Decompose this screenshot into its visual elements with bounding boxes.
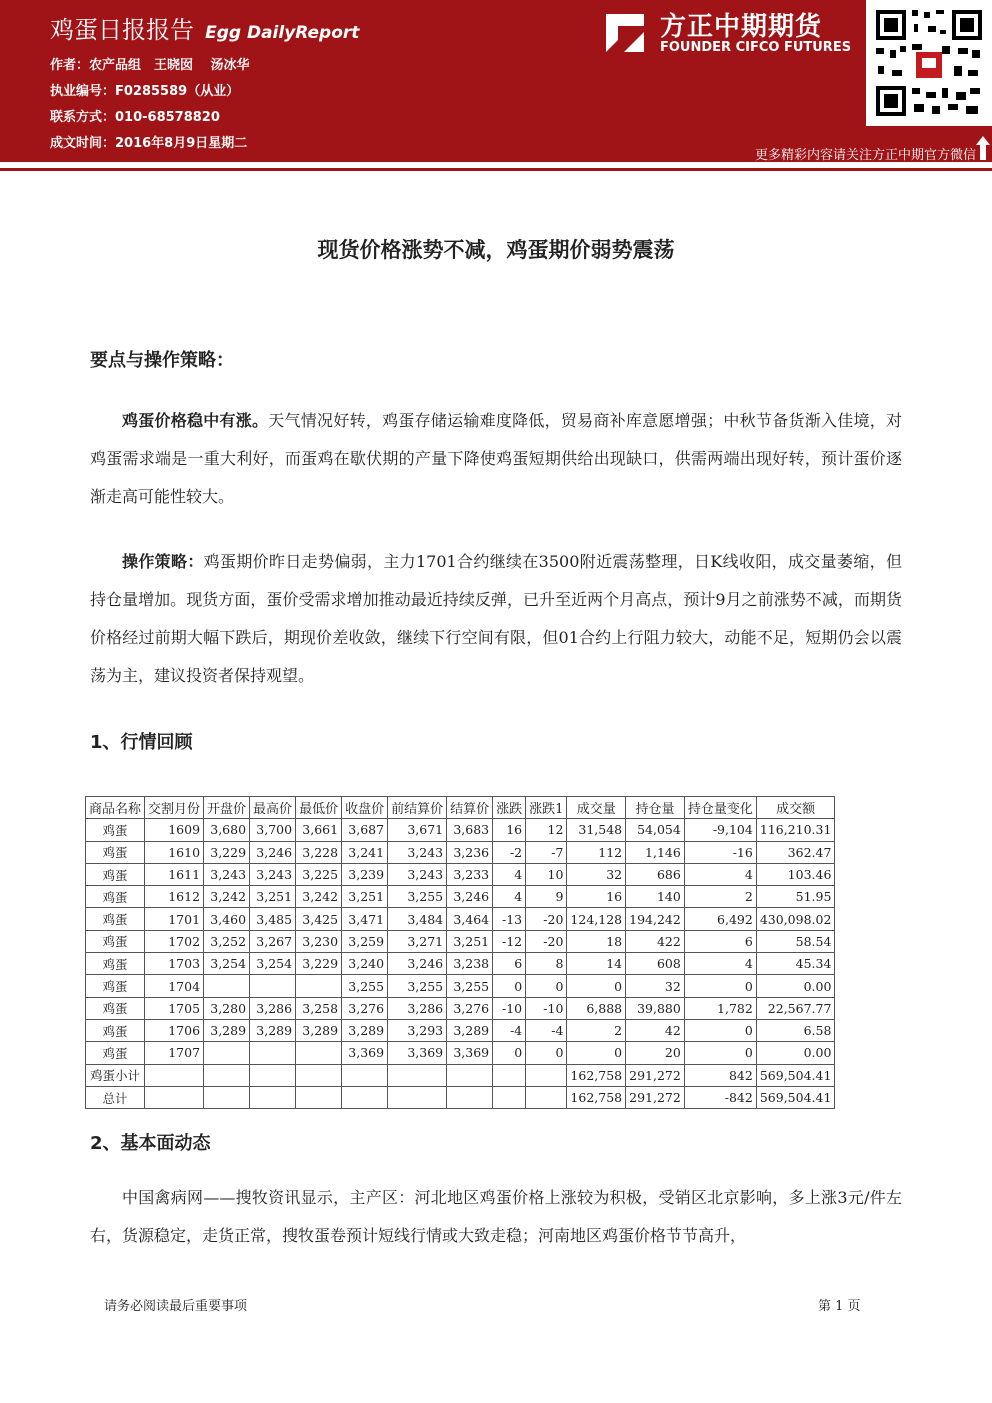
table-cell: -16 (684, 841, 756, 863)
table-cell: 3,246 (250, 841, 296, 863)
column-header: 涨跌1 (526, 797, 567, 819)
column-header: 最低价 (296, 797, 342, 819)
table-cell: 140 (626, 886, 685, 908)
table-cell: 3,369 (388, 1042, 447, 1064)
table-cell: 3,671 (388, 819, 447, 841)
table-cell: 3,243 (388, 841, 447, 863)
table-row (86, 819, 835, 841)
table-row (86, 997, 835, 1019)
table-cell: 54,054 (626, 819, 685, 841)
report-header (0, 0, 992, 162)
table-cell: 112 (567, 841, 626, 863)
table-cell: 0 (567, 1042, 626, 1064)
table-cell: 3,700 (250, 819, 296, 841)
table-cell: -12 (493, 930, 526, 952)
table-cell: 18 (567, 930, 626, 952)
table-cell (296, 1042, 342, 1064)
column-header: 持仓量 (626, 797, 685, 819)
table-cell: 9 (526, 886, 567, 908)
contact-line: 联系方式：010-68578820 (50, 110, 220, 125)
table-row (86, 841, 835, 863)
author-line: 作者：农产品组 王晓囡 汤冰华 (50, 58, 250, 73)
table-row (86, 908, 835, 930)
table-cell: 162,758 (567, 1064, 626, 1086)
table-cell: 51.95 (756, 886, 835, 908)
table-cell: 3,246 (388, 953, 447, 975)
column-header: 商品名称 (86, 797, 145, 819)
table-cell: 0.00 (756, 975, 835, 997)
table-cell: 1,146 (626, 841, 685, 863)
table-cell: 3,243 (204, 863, 250, 885)
market-quotes-table (85, 796, 835, 1109)
table-cell: 3,243 (250, 863, 296, 885)
table-cell: 16 (493, 819, 526, 841)
table-cell: 3,271 (388, 930, 447, 952)
table-cell: 3,254 (250, 953, 296, 975)
table-cell: 3,243 (388, 863, 447, 885)
document-title: 现货价格涨势不减，鸡蛋期价弱势震荡 (317, 238, 675, 262)
table-cell (250, 1064, 296, 1086)
table-cell: 4 (684, 953, 756, 975)
table-cell: -10 (526, 997, 567, 1019)
table-cell: 194,242 (626, 908, 685, 930)
column-header: 最高价 (250, 797, 296, 819)
table-cell: 3,254 (204, 953, 250, 975)
table-cell: 1,782 (684, 997, 756, 1019)
table-cell: 1706 (145, 1019, 204, 1041)
table-cell: 3,289 (204, 1019, 250, 1041)
paragraph-fundamentals: 中国禽病网——搜牧资讯显示，主产区：河北地区鸡蛋价格上涨较为积极，受销区北京影响，多上涨3元/件左右，货源稳定，走货正常，搜牧蛋卷预计短线行情或大致走稳；河南地区鸡蛋价格节节高升， (90, 1188, 902, 1245)
table-cell (493, 1086, 526, 1108)
table-cell: 45.34 (756, 953, 835, 975)
header-divider (0, 168, 992, 171)
table-cell: 6 (684, 930, 756, 952)
table-cell: 430,098.02 (756, 908, 835, 930)
column-header: 开盘价 (204, 797, 250, 819)
table-cell (388, 1064, 447, 1086)
table-cell: 4 (493, 886, 526, 908)
table-cell: 1701 (145, 908, 204, 930)
table-cell: 3,425 (296, 908, 342, 930)
table-cell: -20 (526, 908, 567, 930)
table-cell: 2 (567, 1019, 626, 1041)
table-cell: 1707 (145, 1042, 204, 1064)
report-title-cn: 鸡蛋日报报告 (50, 16, 194, 44)
table-cell: 116,210.31 (756, 819, 835, 841)
table-cell: 0 (684, 1019, 756, 1041)
table-cell (250, 1086, 296, 1108)
table-cell: 3,369 (342, 1042, 388, 1064)
table-cell: 32 (626, 975, 685, 997)
column-header: 持仓量变化 (684, 797, 756, 819)
table-cell: 1610 (145, 841, 204, 863)
table-cell: 0 (493, 975, 526, 997)
table-cell (204, 1042, 250, 1064)
table-cell: 291,272 (626, 1086, 685, 1108)
report-title-en: Egg DailyReport (205, 23, 360, 43)
table-cell: 291,272 (626, 1064, 685, 1086)
section-fundamentals-heading: 2、基本面动态 (90, 1133, 211, 1154)
table-cell (296, 1064, 342, 1086)
table-cell (342, 1086, 388, 1108)
table-cell: 3,276 (447, 997, 493, 1019)
table-cell: 3,258 (296, 997, 342, 1019)
table-cell (296, 1086, 342, 1108)
report-title (50, 10, 359, 45)
table-cell: 鸡蛋 (86, 997, 145, 1019)
table-cell: 3,252 (204, 930, 250, 952)
table-cell: 12 (526, 819, 567, 841)
table-cell: 4 (493, 863, 526, 885)
column-header: 结算价 (447, 797, 493, 819)
table-cell: 3,471 (342, 908, 388, 930)
table-cell: 4 (684, 863, 756, 885)
table-cell: -10 (493, 997, 526, 1019)
table-cell: 鸡蛋 (86, 819, 145, 841)
table-cell: 3,251 (447, 930, 493, 952)
table-cell: 3,289 (250, 1019, 296, 1041)
section-market-review-heading: 1、行情回顾 (90, 732, 193, 753)
table-cell: 42 (626, 1019, 685, 1041)
table-cell: 3,680 (204, 819, 250, 841)
table-cell: 0 (684, 1042, 756, 1064)
table-cell: 569,504.41 (756, 1064, 835, 1086)
table-cell: 362.47 (756, 841, 835, 863)
table-cell: 3,241 (342, 841, 388, 863)
qr-code-icon (866, 0, 992, 126)
table-cell: 1612 (145, 886, 204, 908)
table-row (86, 886, 835, 908)
table-cell: 3,280 (204, 997, 250, 1019)
table-cell: 3,246 (447, 886, 493, 908)
table-cell: 3,255 (447, 975, 493, 997)
table-cell: 鸡蛋 (86, 886, 145, 908)
table-cell: 10 (526, 863, 567, 885)
table-cell: 3,228 (296, 841, 342, 863)
table-cell: 3,229 (204, 841, 250, 863)
table-cell: 686 (626, 863, 685, 885)
table-cell: 3,293 (388, 1019, 447, 1041)
table-cell: 0 (526, 1042, 567, 1064)
table-cell: 鸡蛋 (86, 975, 145, 997)
table-cell: 608 (626, 953, 685, 975)
table-cell: 0 (567, 975, 626, 997)
table-cell: -13 (493, 908, 526, 930)
table-cell: 0.00 (756, 1042, 835, 1064)
table-cell: 鸡蛋 (86, 863, 145, 885)
table-cell: 鸡蛋 (86, 930, 145, 952)
column-header: 涨跌 (493, 797, 526, 819)
table-cell: 58.54 (756, 930, 835, 952)
table-cell: 1611 (145, 863, 204, 885)
table-cell: 32 (567, 863, 626, 885)
column-header: 收盘价 (342, 797, 388, 819)
table-cell: 3,464 (447, 908, 493, 930)
table-cell: 0 (684, 975, 756, 997)
page-number: 第 1 页 (818, 1299, 861, 1314)
table-cell: -7 (526, 841, 567, 863)
table-cell: 3,242 (204, 886, 250, 908)
table-row (86, 953, 835, 975)
table-cell: 31,548 (567, 819, 626, 841)
table-cell (145, 1064, 204, 1086)
table-cell: 1703 (145, 953, 204, 975)
table-cell: 3,242 (296, 886, 342, 908)
table-cell (204, 1064, 250, 1086)
table-cell: 842 (684, 1064, 756, 1086)
table-row (86, 1086, 835, 1108)
table-cell: 3,369 (447, 1042, 493, 1064)
table-cell (526, 1086, 567, 1108)
table-cell: 3,485 (250, 908, 296, 930)
table-cell: 20 (626, 1042, 685, 1064)
paragraph-price-outlook (90, 402, 902, 516)
paragraph-strategy (90, 543, 902, 695)
follow-wechat-text: 更多精彩内容请关注方正中期官方微信 (754, 148, 976, 163)
table-cell (296, 975, 342, 997)
founder-logo-icon (604, 12, 646, 54)
table-cell: -2 (493, 841, 526, 863)
table-cell: 3,255 (388, 886, 447, 908)
arrow-up-icon (976, 136, 990, 160)
table-cell: 3,233 (447, 863, 493, 885)
table-row (86, 863, 835, 885)
table-cell: 3,240 (342, 953, 388, 975)
table-cell: 3,484 (388, 908, 447, 930)
table-cell: 162,758 (567, 1086, 626, 1108)
table-cell (250, 1042, 296, 1064)
table-cell: 22,567.77 (756, 997, 835, 1019)
table-cell: 3,238 (447, 953, 493, 975)
table-cell: 8 (526, 953, 567, 975)
table-cell (204, 975, 250, 997)
paragraph-price-outlook-body: 天气情况好转，鸡蛋存储运输难度降低，贸易商补库意愿增强；中秋节备货渐入佳境，对鸡蛋需求端是一重大利好，而蛋鸡在歇伏期的产量下降使鸡蛋短期供给出现缺口，供需两端出现好转，预计蛋价逐渐走高可能性较大。 (90, 411, 902, 506)
table-cell: 3,255 (342, 975, 388, 997)
table-cell: 3,239 (342, 863, 388, 885)
table-cell: 6,888 (567, 997, 626, 1019)
table-cell: 3,251 (250, 886, 296, 908)
table-cell: 鸡蛋 (86, 908, 145, 930)
table-cell (447, 1086, 493, 1108)
table-cell: 16 (567, 886, 626, 908)
table-cell: 3,259 (342, 930, 388, 952)
table-row (86, 1019, 835, 1041)
table-cell: 3,286 (388, 997, 447, 1019)
table-cell: 3,225 (296, 863, 342, 885)
date-line: 成文时间：2016年8月9日星期二 (50, 136, 248, 151)
table-cell: 2 (684, 886, 756, 908)
table-row (86, 930, 835, 952)
table-cell: -9,104 (684, 819, 756, 841)
table-cell: 1609 (145, 819, 204, 841)
table-cell (493, 1064, 526, 1086)
table-cell: 103.46 (756, 863, 835, 885)
table-cell: 6,492 (684, 908, 756, 930)
paragraph-strategy-lead: 操作策略： (122, 552, 204, 571)
table-cell: 3,255 (388, 975, 447, 997)
table-cell (204, 1086, 250, 1108)
table-cell: 3,286 (250, 997, 296, 1019)
table-cell: 3,236 (447, 841, 493, 863)
table-cell: 1704 (145, 975, 204, 997)
table-cell: 鸡蛋 (86, 1019, 145, 1041)
table-row (86, 1042, 835, 1064)
table-cell: 鸡蛋 (86, 953, 145, 975)
table-cell: 3,229 (296, 953, 342, 975)
section-keypoints-heading: 要点与操作策略： (90, 350, 234, 371)
table-cell: 569,504.41 (756, 1086, 835, 1108)
table-cell (250, 975, 296, 997)
table-cell: 3,661 (296, 819, 342, 841)
table-row (86, 1064, 835, 1086)
table-cell: 鸡蛋 (86, 1042, 145, 1064)
table-cell: 3,687 (342, 819, 388, 841)
column-header: 前结算价 (388, 797, 447, 819)
table-row (86, 975, 835, 997)
table-cell: 总计 (86, 1086, 145, 1108)
table-cell: 3,289 (447, 1019, 493, 1041)
table-cell: 6 (493, 953, 526, 975)
company-logo-en: FOUNDER CIFCO FUTURES (660, 40, 852, 55)
table-cell: 1705 (145, 997, 204, 1019)
table-cell: 3,251 (342, 886, 388, 908)
table-cell: 39,880 (626, 997, 685, 1019)
table-cell: 3,289 (296, 1019, 342, 1041)
table-cell (447, 1064, 493, 1086)
footer-notice: 请务必阅读最后重要事项 (104, 1299, 248, 1314)
license-line: 执业编号：F0285589（从业） (50, 84, 240, 99)
table-cell: 3,230 (296, 930, 342, 952)
table-header-row (86, 797, 835, 819)
table-cell: 鸡蛋 (86, 841, 145, 863)
paragraph-price-outlook-lead: 鸡蛋价格稳中有涨。 (122, 411, 269, 430)
table-cell: 3,683 (447, 819, 493, 841)
table-cell: 3,276 (342, 997, 388, 1019)
table-cell: -4 (493, 1019, 526, 1041)
company-logo-cn: 方正中期期货 (660, 12, 823, 42)
table-cell (388, 1086, 447, 1108)
table-cell: 422 (626, 930, 685, 952)
column-header: 成交量 (567, 797, 626, 819)
column-header: 成交额 (756, 797, 835, 819)
table-cell: -20 (526, 930, 567, 952)
table-cell: 14 (567, 953, 626, 975)
column-header: 交割月份 (145, 797, 204, 819)
table-cell: 0 (526, 975, 567, 997)
table-cell: 124,128 (567, 908, 626, 930)
table-cell (526, 1064, 567, 1086)
paragraph-strategy-body: 鸡蛋期价昨日走势偏弱，主力1701合约继续在3500附近震荡整理，日K线收阳，成交量萎缩，但持仓量增加。现货方面，蛋价受需求增加推动最近持续反弹，已升至近两个月高点，预计9月之前涨势不减，而期货价格经过前期大幅下跌后，期现价差收敛，继续下行空间有限，但01合约上行阻力较大，动能不足，短期仍会以震荡为主，建议投资者保持观望。 (90, 552, 902, 685)
table-cell (145, 1086, 204, 1108)
table-cell: 3,289 (342, 1019, 388, 1041)
table-cell: 3,267 (250, 930, 296, 952)
table-cell: 0 (493, 1042, 526, 1064)
table-cell: -4 (526, 1019, 567, 1041)
table-cell: 3,460 (204, 908, 250, 930)
table-cell: 1702 (145, 930, 204, 952)
table-cell: 6.58 (756, 1019, 835, 1041)
table-cell (342, 1064, 388, 1086)
table-cell: -842 (684, 1086, 756, 1108)
table-cell: 鸡蛋小计 (86, 1064, 145, 1086)
